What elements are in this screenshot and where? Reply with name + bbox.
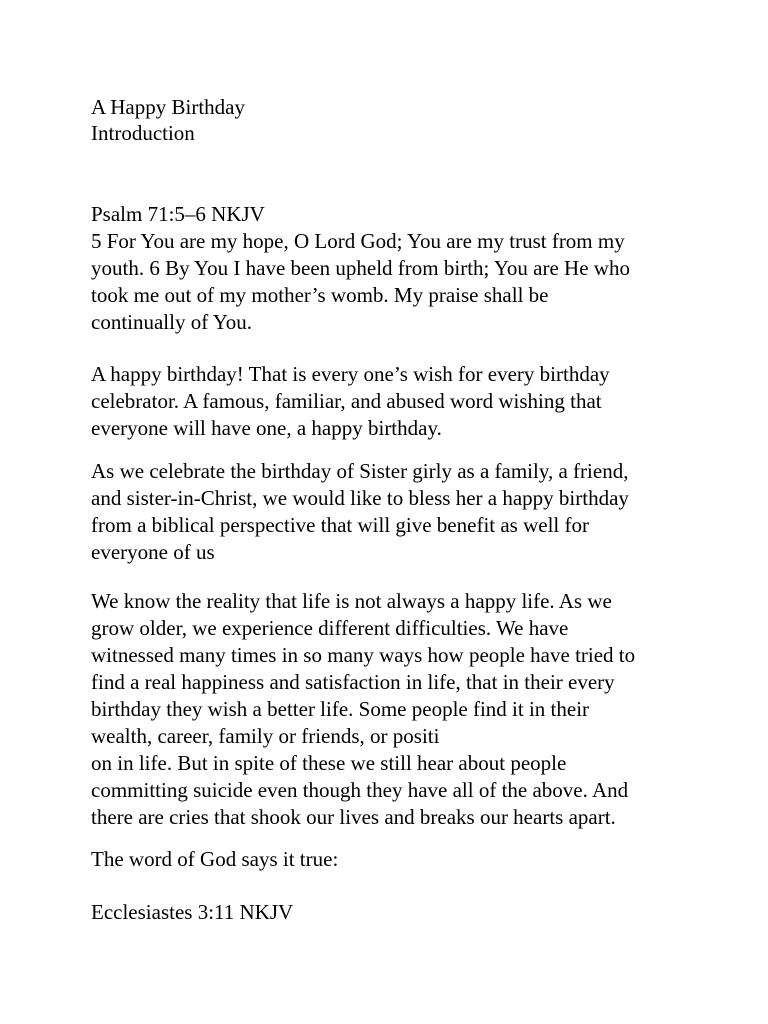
paragraph-reality-of-life [91, 588, 691, 831]
text-line: 5 For You are my hope, O Lord God; You are my trust from my [91, 229, 625, 253]
text-line: celebrator. A famous, familiar, and abused word wishing that [91, 389, 602, 413]
text-line: there are cries that shook our lives and breaks our hearts apart. [91, 805, 616, 829]
text-line: birthday they wish a better life. Some people find it in their [91, 697, 590, 721]
text-line: continually of You. [91, 310, 253, 334]
text-line: on in life. But in spite of these we still hear about people [91, 751, 567, 775]
text-line: We know the reality that life is not always a happy life. As we [91, 589, 612, 613]
ecclesiastes-reference: Ecclesiastes 3:11 NKJV [91, 900, 294, 924]
text-line: wealth, career, family or friends, or positi [91, 724, 440, 748]
paragraph-word-of-god: The word of God says it true: [91, 847, 339, 871]
text-line: took me out of my mother’s womb. My praise shall be [91, 283, 549, 307]
text-line: committing suicide even though they have all of the above. And [91, 778, 629, 802]
psalm-verse-text [91, 228, 691, 336]
psalm-reference: Psalm 71:5–6 NKJV [91, 202, 265, 226]
text-line: grow older, we experience different difficulties. We have [91, 616, 569, 640]
document-subtitle: Introduction [91, 121, 195, 145]
document-title: A Happy Birthday [91, 95, 245, 119]
text-line: find a real happiness and satisfaction in life, that in their every [91, 670, 615, 694]
text-line: As we celebrate the birthday of Sister girly as a family, a friend, [91, 459, 629, 483]
text-line: everyone of us [91, 540, 215, 564]
text-line: A happy birthday! That is every one’s wish for every birthday [91, 362, 610, 386]
paragraph-happy-birthday [91, 361, 691, 442]
paragraph-celebration [91, 458, 691, 566]
text-line: from a biblical perspective that will give benefit as well for [91, 513, 589, 537]
text-line: witnessed many times in so many ways how people have tried to [91, 643, 636, 667]
text-line: everyone will have one, a happy birthday. [91, 416, 442, 440]
text-line: and sister-in-Christ, we would like to bless her a happy birthday [91, 486, 629, 510]
text-line: youth. 6 By You I have been upheld from birth; You are He who [91, 256, 630, 280]
